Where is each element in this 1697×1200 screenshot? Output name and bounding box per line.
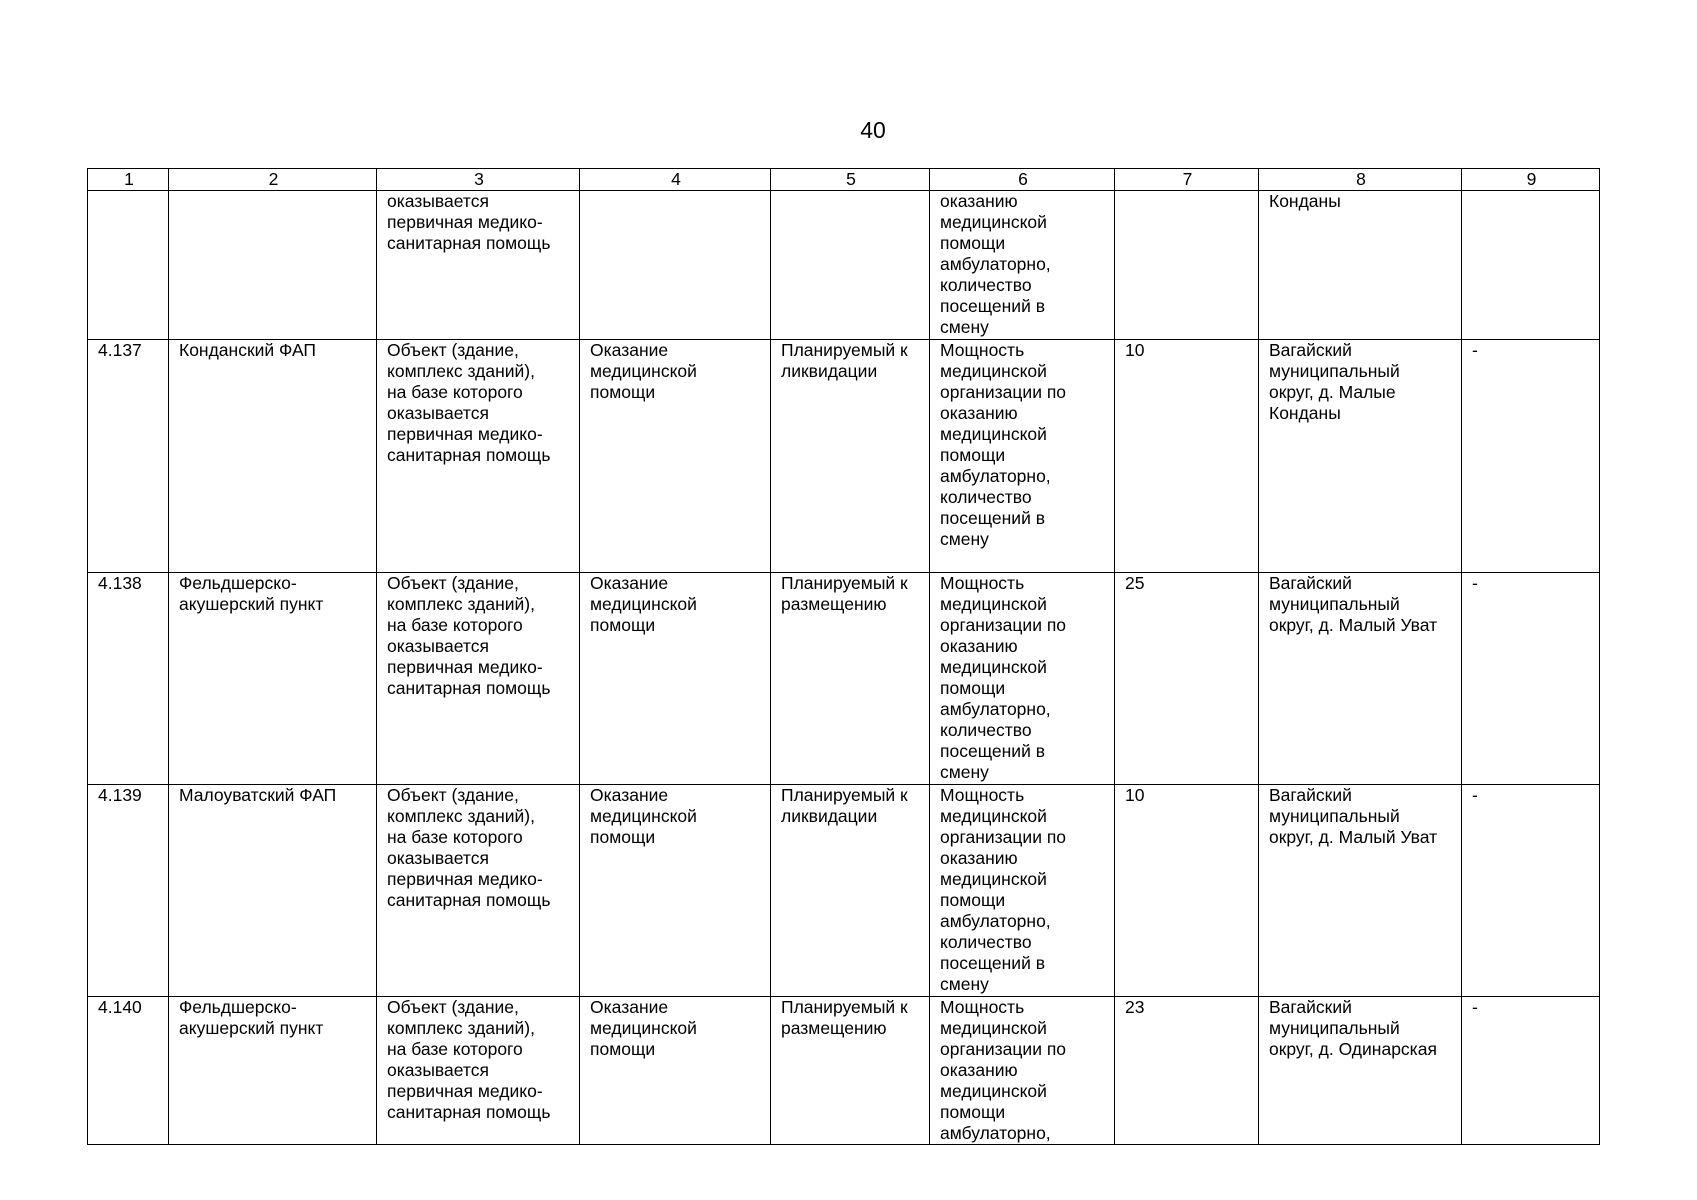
- cell-location: [1259, 191, 1462, 340]
- cell-text: 25: [1125, 573, 1145, 593]
- cell-zone: [1462, 340, 1600, 573]
- cell-text: Оказание медицинской помощи: [590, 785, 697, 847]
- table-row-continuation: [88, 191, 1600, 340]
- cell-name: [169, 573, 377, 785]
- cell-text: Фельдшерско- акушерский пункт: [179, 573, 324, 614]
- cell-text: Мощность медицинской организации по оказанию медицинской помощи амбулаторно, количество посещений в смену: [940, 573, 1067, 782]
- cell-capacity: [1115, 191, 1259, 340]
- cell-text: оказанию медицинской помощи амбулаторно, количество посещений в смену: [940, 191, 1051, 337]
- cell-text: Вагайский муниципальный округ, д. Малый Уват: [1269, 785, 1438, 847]
- cell-text: Конданы: [1269, 191, 1341, 211]
- cell-text: Конданский ФАП: [179, 340, 316, 360]
- header-row: [88, 169, 1600, 191]
- cell-text: 4.139: [98, 785, 142, 805]
- cell-text: 23: [1125, 997, 1145, 1017]
- cell-name: [169, 191, 377, 340]
- table-row: [88, 785, 1600, 997]
- cell-capacity: [1115, 997, 1259, 1145]
- column-header-7: 7: [1115, 169, 1259, 191]
- cell-object-type: [377, 785, 580, 997]
- page-number: 40: [860, 117, 886, 143]
- cell-status: [771, 997, 930, 1145]
- cell-characteristic: [930, 997, 1115, 1145]
- cell-number: [88, 340, 169, 573]
- cell-text: Оказание медицинской помощи: [590, 997, 697, 1059]
- cell-capacity: [1115, 785, 1259, 997]
- cell-purpose: [580, 191, 771, 340]
- table-row: [88, 997, 1600, 1145]
- cell-text: Объект (здание, комплекс зданий), на базе которого оказывается первичная медико- санитарная помощь: [387, 340, 551, 465]
- cell-text: Мощность медицинской организации по оказанию медицинской помощи амбулаторно, количество посещений в смену: [940, 785, 1067, 994]
- cell-characteristic: [930, 573, 1115, 785]
- cell-text: -: [1472, 785, 1478, 805]
- column-header-8: 8: [1259, 169, 1462, 191]
- cell-text: -: [1472, 573, 1478, 593]
- cell-text: Мощность медицинской организации по оказанию медицинской помощи амбулаторно, количество посещений в смену: [940, 340, 1067, 549]
- cell-location: [1259, 997, 1462, 1145]
- cell-zone: [1462, 573, 1600, 785]
- cell-text: Вагайский муниципальный округ, д. Малые Конданы: [1269, 340, 1400, 423]
- cell-text: Оказание медицинской помощи: [590, 573, 697, 635]
- cell-characteristic: [930, 340, 1115, 573]
- cell-text: Объект (здание, комплекс зданий), на базе которого оказывается первичная медико- санитарная помощь: [387, 785, 551, 910]
- cell-location: [1259, 573, 1462, 785]
- cell-status: [771, 785, 930, 997]
- cell-text: оказывается первичная медико- санитарная помощь: [387, 191, 551, 253]
- cell-text: 4.138: [98, 573, 142, 593]
- cell-text: Объект (здание, комплекс зданий), на базе которого оказывается первичная медико- санитарная помощь: [387, 573, 551, 698]
- column-header-2: 2: [169, 169, 377, 191]
- cell-purpose: [580, 573, 771, 785]
- cell-text: Планируемый к ликвидации: [781, 340, 908, 381]
- cell-characteristic: [930, 785, 1115, 997]
- cell-capacity: [1115, 573, 1259, 785]
- cell-status: [771, 573, 930, 785]
- cell-number: [88, 785, 169, 997]
- column-header-4: 4: [580, 169, 771, 191]
- cell-characteristic: [930, 191, 1115, 340]
- cell-purpose: [580, 340, 771, 573]
- cell-object-type: [377, 191, 580, 340]
- cell-text: Планируемый к ликвидации: [781, 785, 908, 826]
- cell-text: Планируемый к размещению: [781, 573, 908, 614]
- cell-name: [169, 340, 377, 573]
- cell-text: 4.140: [98, 997, 142, 1017]
- column-header-3: 3: [377, 169, 580, 191]
- cell-object-type: [377, 573, 580, 785]
- table-row: [88, 340, 1600, 573]
- cell-zone: [1462, 997, 1600, 1145]
- cell-object-type: [377, 340, 580, 573]
- cell-text: 4.137: [98, 340, 142, 360]
- cell-purpose: [580, 997, 771, 1145]
- table-row: [88, 573, 1600, 785]
- cell-name: [169, 997, 377, 1145]
- cell-name: [169, 785, 377, 997]
- cell-text: Объект (здание, комплекс зданий), на базе которого оказывается первичная медико- санитарная помощь: [387, 997, 551, 1122]
- cell-object-type: [377, 997, 580, 1145]
- cell-capacity: [1115, 340, 1259, 573]
- cell-location: [1259, 785, 1462, 997]
- column-header-1: 1: [88, 169, 169, 191]
- cell-text: Малоуватский ФАП: [179, 785, 337, 805]
- cell-text: Оказание медицинской помощи: [590, 340, 697, 402]
- cell-number: [88, 573, 169, 785]
- cell-text: Вагайский муниципальный округ, д. Одинарская: [1269, 997, 1437, 1059]
- column-header-5: 5: [771, 169, 930, 191]
- objects-table: [87, 168, 1600, 1145]
- cell-text: Вагайский муниципальный округ, д. Малый Уват: [1269, 573, 1438, 635]
- cell-text: 10: [1125, 785, 1145, 805]
- cell-text: Мощность медицинской организации по оказанию медицинской помощи амбулаторно,: [940, 997, 1067, 1143]
- cell-text: -: [1472, 997, 1478, 1017]
- cell-number: [88, 997, 169, 1145]
- cell-text: 10: [1125, 340, 1145, 360]
- column-header-9: 9: [1462, 169, 1600, 191]
- cell-text: Планируемый к размещению: [781, 997, 908, 1038]
- cell-location: [1259, 340, 1462, 573]
- cell-number: [88, 191, 169, 340]
- cell-text: -: [1472, 340, 1478, 360]
- cell-zone: [1462, 785, 1600, 997]
- cell-status: [771, 340, 930, 573]
- cell-status: [771, 191, 930, 340]
- column-header-6: 6: [930, 169, 1115, 191]
- cell-purpose: [580, 785, 771, 997]
- cell-text: Фельдшерско- акушерский пункт: [179, 997, 324, 1038]
- cell-zone: [1462, 191, 1600, 340]
